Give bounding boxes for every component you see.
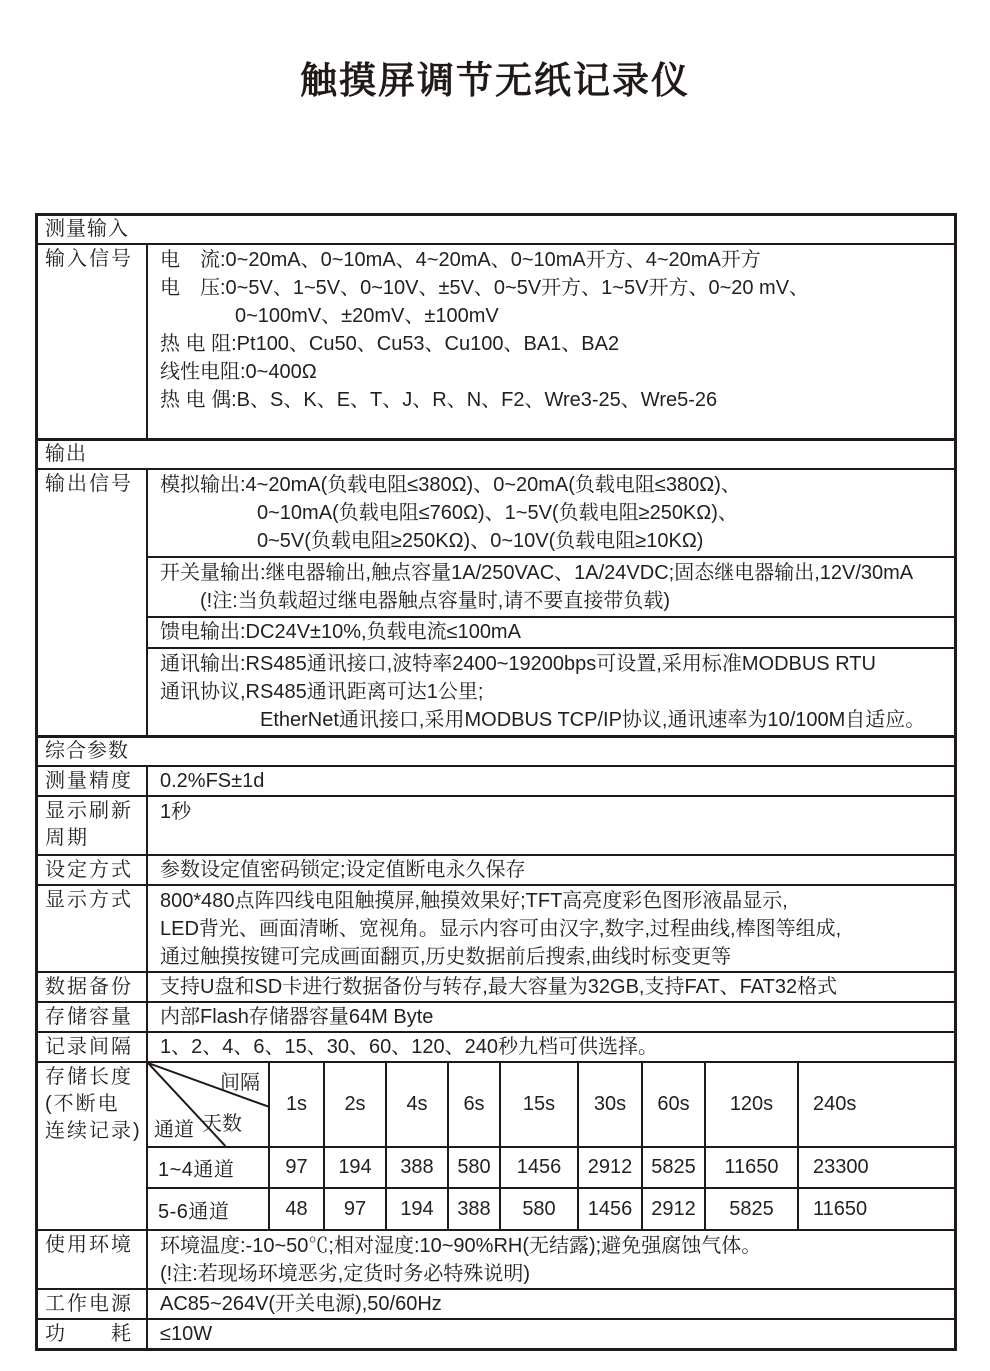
corner-label-days: 天数 — [202, 1113, 242, 1135]
storage-row-label: 1~4通道 — [148, 1147, 269, 1188]
power-content — [148, 1290, 954, 1318]
storage-cell: 2912 — [642, 1188, 705, 1229]
consumption-content — [148, 1320, 954, 1348]
storage-col-header: 120s — [705, 1063, 798, 1147]
storage-cell: 5825 — [705, 1188, 798, 1229]
display-content — [148, 886, 954, 971]
backup-content — [148, 973, 954, 1001]
analog-output-line-3: 0~5V(负载电阻≥250KΩ)、0~10V(负载电阻≥10KΩ) — [257, 530, 704, 552]
row-output-signal — [38, 468, 954, 735]
spec-table — [35, 213, 957, 1351]
storage-cell: 5825 — [642, 1147, 705, 1188]
display-line-2: LED背光、画面清晰、宽视角。显示内容可由汉字,数字,过程曲线,棒图等组成, — [160, 918, 842, 940]
storage-cell: 388 — [448, 1188, 500, 1229]
storage-cell: 194 — [386, 1188, 448, 1229]
storage-col-header: 15s — [500, 1063, 578, 1147]
storage-table-wrap — [148, 1063, 954, 1229]
row-display-mode — [38, 884, 954, 971]
row-refresh-period — [38, 795, 954, 854]
interval-content — [148, 1033, 954, 1061]
storage-row-ch5-6 — [148, 1188, 954, 1229]
storage-cell: 23300 — [798, 1147, 954, 1188]
storage-col-header: 30s — [578, 1063, 642, 1147]
row-accuracy — [38, 765, 954, 795]
accuracy-value: 0.2%FS±1d — [160, 770, 265, 792]
row-storage-length — [38, 1061, 954, 1229]
storage-col-header: 2s — [324, 1063, 386, 1147]
section-header-general-params — [38, 735, 954, 765]
row-environment — [38, 1229, 954, 1288]
section-header-output — [38, 438, 954, 468]
power-value: AC85~264V(开关电源),50/60Hz — [160, 1293, 442, 1315]
refresh-spacer — [160, 826, 946, 854]
storage-cell: 1456 — [578, 1188, 642, 1229]
storage-cell: 97 — [324, 1188, 386, 1229]
interval-value: 1、2、4、6、15、30、60、120、240秒九档可供选择。 — [160, 1036, 658, 1058]
analog-output-line-1: 模拟输出:4~20mA(负载电阻≤380Ω)、0~20mA(负载电阻≤380Ω)、 — [160, 474, 741, 496]
spec-sheet-page — [0, 58, 990, 1345]
comm-output-line-3: EtherNet通讯接口,采用MODBUS TCP/IP协议,通讯速率为10/100M自适应。 — [260, 709, 926, 731]
storage-cell: 2912 — [578, 1147, 642, 1188]
comm-output-line-2: 通讯协议,RS485通讯距离可达1公里; — [160, 681, 484, 703]
refresh-content — [148, 797, 954, 854]
display-line-3: 通过触摸按键可完成画面翻页,历史数据前后搜索,曲线时标变更等 — [160, 946, 732, 968]
row-label-record-interval: 记录间隔 — [38, 1033, 148, 1061]
input-voltage-line: 电 压:0~5V、1~5V、0~10V、±5V、0~5V开方、1~5V开方、0~20 mV、 — [160, 277, 810, 299]
analog-output-line-2: 0~10mA(负载电阻≤760Ω)、1~5V(负载电阻≥250KΩ)、 — [257, 502, 738, 524]
row-label-input-signal: 输入信号 — [38, 245, 148, 438]
output-signal-content — [148, 470, 954, 735]
section-header-measure-input — [38, 216, 954, 243]
storage-col-header: 1s — [269, 1063, 324, 1147]
feed-output-subrow — [148, 616, 954, 647]
input-thermocouple-line: 热 电 偶:B、S、K、E、T、J、R、N、F2、Wre3-25、Wre5-26 — [160, 389, 718, 411]
row-data-backup — [38, 971, 954, 1001]
row-label-power-supply: 工作电源 — [38, 1290, 148, 1318]
comm-output-subrow — [148, 647, 954, 735]
row-label-output-signal: 输出信号 — [38, 470, 148, 735]
backup-value: 支持U盘和SD卡进行数据备份与转存,最大容量为32GB,支持FAT、FAT32格式 — [160, 976, 838, 998]
switch-output-line-1: 开关量输出:继电器输出,触点容量1A/250VAC、1A/24VDC;固态继电器输出,12V/30mA — [160, 562, 914, 584]
analog-output-subrow — [148, 470, 954, 556]
switch-output-line-2: (!注:当负载超过继电器触点容量时,请不要直接带负载) — [200, 590, 670, 612]
storage-cell: 580 — [500, 1188, 578, 1229]
storage-cell: 194 — [324, 1147, 386, 1188]
row-label-data-backup: 数据备份 — [38, 973, 148, 1001]
consumption-value: ≤10W — [160, 1323, 213, 1345]
row-label-environment: 使用环境 — [38, 1231, 148, 1288]
row-input-signal — [38, 243, 954, 438]
setting-content — [148, 856, 954, 884]
storage-col-header: 240s — [798, 1063, 954, 1147]
storage-label-line-3: 连续记录) — [45, 1120, 142, 1142]
storage-cell: 388 — [386, 1147, 448, 1188]
row-power-consumption — [38, 1318, 954, 1348]
row-power-supply — [38, 1288, 954, 1318]
input-current-line: 电 流:0~20mA、0~10mA、4~20mA、0~10mA开方、4~20mA开方 — [160, 249, 761, 271]
storage-cell: 97 — [269, 1147, 324, 1188]
comm-output-line-1: 通讯输出:RS485通讯接口,波特率2400~19200bps可设置,采用标准MODBUS RTU — [160, 653, 876, 675]
storage-row-label: 5-6通道 — [148, 1188, 269, 1229]
setting-value: 参数设定值密码锁定;设定值断电永久保存 — [160, 859, 526, 881]
storage-cell: 11650 — [705, 1147, 798, 1188]
row-setting-mode — [38, 854, 954, 884]
storage-corner-cell — [148, 1063, 269, 1147]
input-rtd-line: 热 电 阻:Pt100、Cu50、Cu53、Cu100、BA1、BA2 — [160, 333, 620, 355]
section-header-label: 输出 — [45, 443, 87, 465]
input-linear-resistance-line: 线性电阻:0~400Ω — [160, 361, 317, 383]
storage-cell: 1456 — [500, 1147, 578, 1188]
switch-output-subrow — [148, 556, 954, 616]
storage-col-header: 60s — [642, 1063, 705, 1147]
section-header-label: 测量输入 — [45, 218, 129, 240]
storage-cell: 48 — [269, 1188, 324, 1229]
input-voltage-line-2: 0~100mV、±20mV、±100mV — [235, 305, 499, 327]
corner-label-channel: 通道 — [154, 1119, 194, 1141]
storage-label-line-2: (不断电 — [45, 1093, 120, 1115]
capacity-content — [148, 1003, 954, 1031]
page-title: 触摸屏调节无纸记录仪 — [300, 60, 690, 101]
row-label-display-mode: 显示方式 — [38, 886, 148, 971]
row-label-power-consumption: 功 耗 — [38, 1320, 148, 1348]
refresh-label-line-2: 周期 — [45, 827, 89, 849]
row-label-refresh-period — [38, 797, 148, 854]
input-signal-content — [148, 245, 954, 438]
display-line-1: 800*480点阵四线电阻触摸屏,触摸效果好;TFT高亮度彩色图形液晶显示, — [160, 890, 788, 912]
environment-content — [148, 1231, 954, 1288]
environment-line-1: 环境温度:-10~50℃;相对湿度:10~90%RH(无结露);避免强腐蚀气体。 — [160, 1235, 762, 1257]
refresh-value: 1秒 — [160, 801, 192, 823]
row-label-setting-mode: 设定方式 — [38, 856, 148, 884]
row-storage-capacity — [38, 1001, 954, 1031]
corner-label-interval: 间隔 — [220, 1072, 260, 1094]
storage-cell: 11650 — [813, 1197, 868, 1220]
storage-col-header: 6s — [448, 1063, 500, 1147]
storage-days-table — [148, 1063, 954, 1229]
row-label-storage-length — [38, 1063, 148, 1229]
accuracy-content — [148, 767, 954, 795]
storage-header-row — [148, 1063, 954, 1147]
storage-col-header: 4s — [386, 1063, 448, 1147]
row-record-interval — [38, 1031, 954, 1061]
row-label-accuracy: 测量精度 — [38, 767, 148, 795]
section-header-label: 综合参数 — [45, 740, 129, 762]
environment-line-2: (!注:若现场环境恶劣,定货时务必特殊说明) — [160, 1263, 530, 1285]
storage-row-ch1-4 — [148, 1147, 954, 1188]
feed-output-line: 馈电输出:DC24V±10%,负载电流≤100mA — [160, 621, 521, 643]
row-label-storage-capacity: 存储容量 — [38, 1003, 148, 1031]
capacity-value: 内部Flash存储器容量64M Byte — [160, 1006, 434, 1028]
storage-cell: 580 — [448, 1147, 500, 1188]
storage-label-line-1: 存储长度 — [45, 1066, 133, 1088]
refresh-label-line-1: 显示刷新 — [45, 800, 133, 822]
